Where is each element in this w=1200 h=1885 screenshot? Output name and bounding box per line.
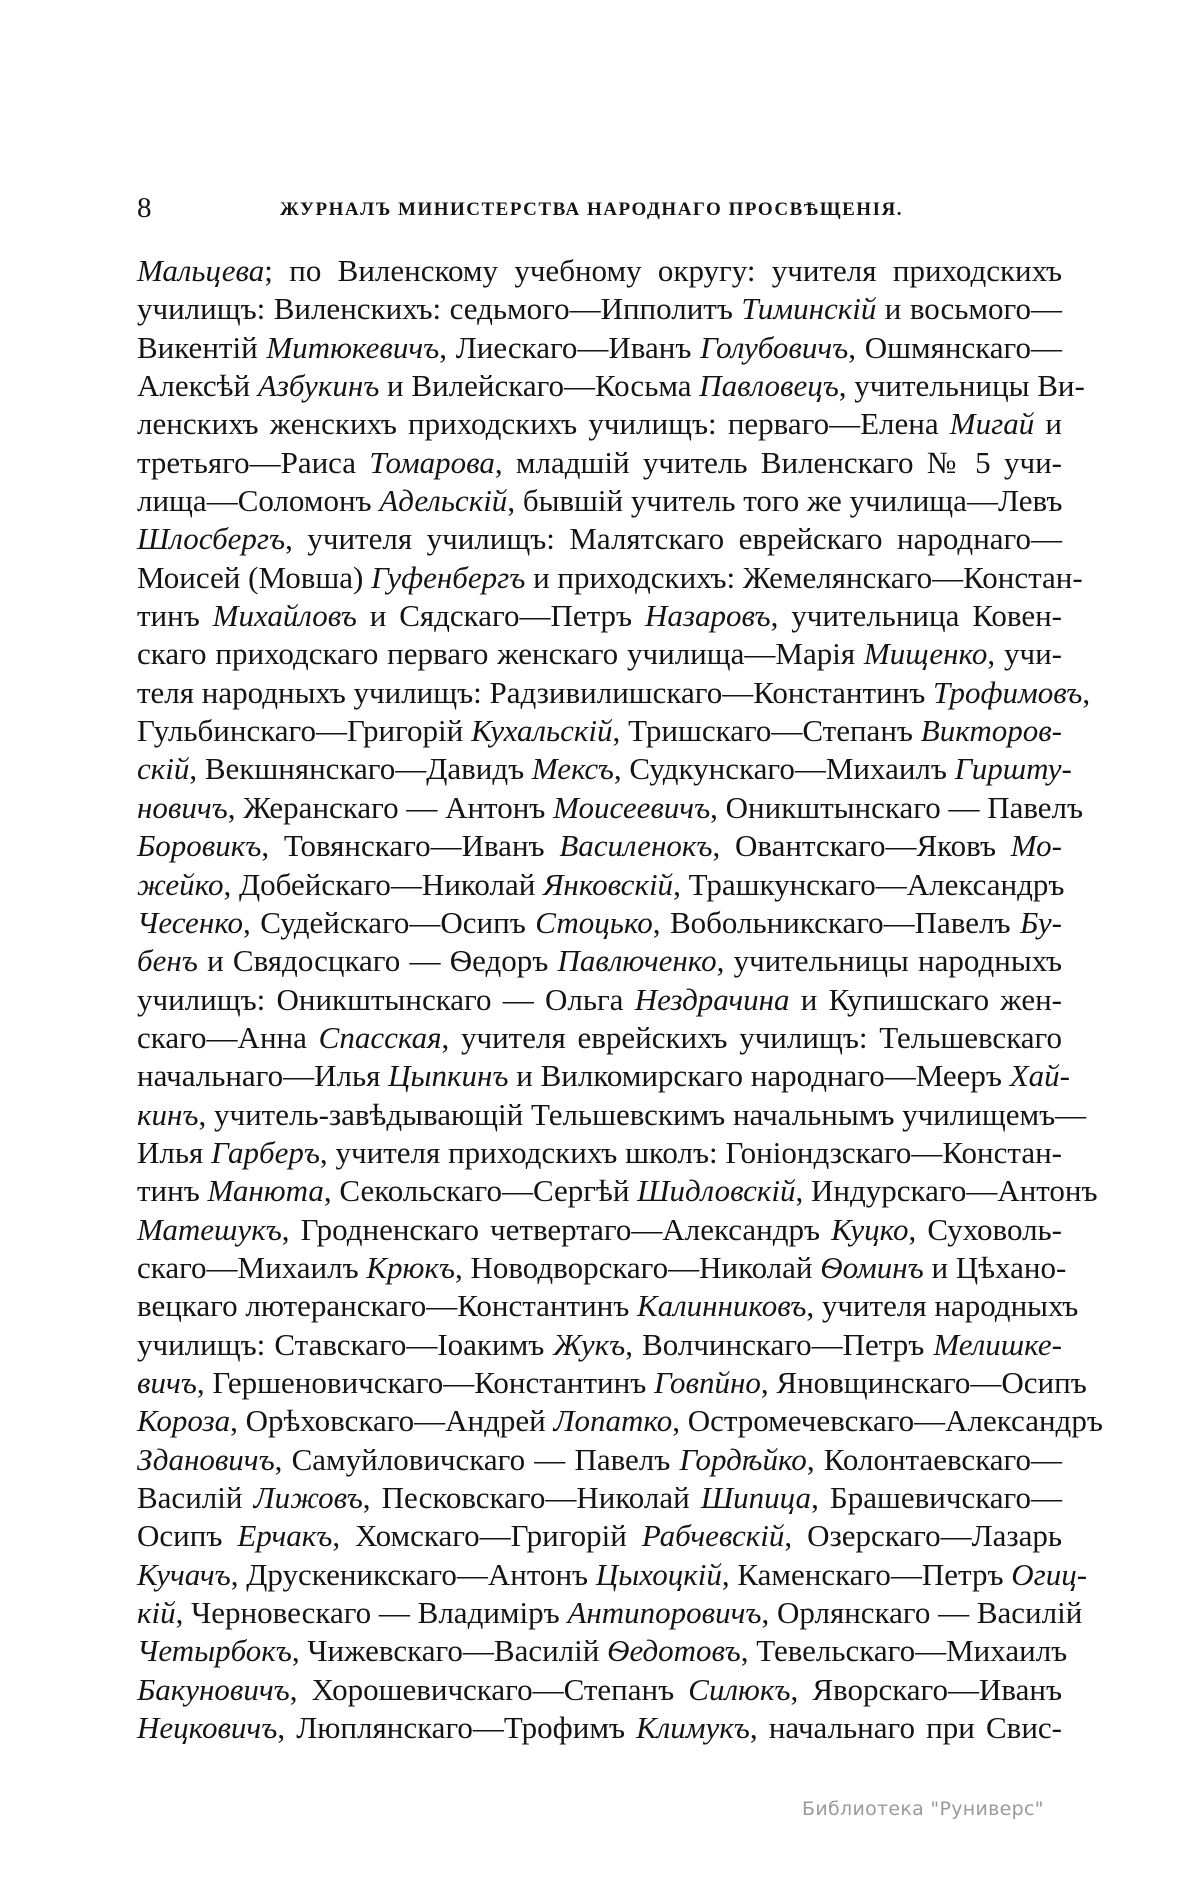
text-segment: , учителя народныхъ [806,1288,1079,1324]
text-line [137,597,1062,635]
text-line [137,1709,1062,1747]
person-surname: Куцко [831,1211,909,1247]
person-surname: Михайловъ [212,598,357,634]
text-line [137,866,1065,904]
text-segment: , Черновескаго — Владиміръ [175,1595,568,1631]
person-surname: Лопатко [553,1403,673,1439]
person-surname: Хай- [1009,1058,1070,1094]
person-surname: Томарова [369,444,495,480]
text-segment: , Волчинскаго—Петръ [625,1326,934,1362]
text-segment: Алексѣй [137,368,258,404]
text-line [137,329,1062,367]
text-segment: тинъ [137,1173,208,1209]
person-surname: Голубовичъ [700,329,849,365]
text-segment: Илья [137,1134,212,1170]
text-segment: , Колонтаевскаго— [806,1441,1062,1477]
text-segment: скаго приходскаго перваго женскаго училища—Марія [137,636,864,672]
person-surname: Гуфенбергъ [371,559,526,595]
text-segment: Осипъ [137,1518,238,1554]
text-segment: , Чижевскаго—Василій [291,1633,608,1669]
text-segment: , Орѣховскаго—Андрей [230,1403,554,1439]
text-line [137,904,1062,942]
text-line [137,1019,1062,1057]
person-surname: жейко [137,866,224,902]
text-line [137,1479,1062,1517]
person-surname: Шипица [700,1480,812,1515]
text-segment: ленскихъ женскихъ приходскихъ училищъ: перваго—Елена [137,406,950,442]
text-segment: , Секольскаго—Сергѣй [323,1173,638,1209]
person-surname: Павловецъ [699,368,839,404]
text-segment: , Векшнянскаго—Давидъ [189,751,532,787]
text-line [137,827,1062,865]
text-line [137,1134,1062,1172]
text-segment: , бывшій учитель того же училища—Левъ [507,483,1063,519]
text-segment: , Хомскаго—Григорій [332,1518,642,1554]
person-surname: Спасская [318,1019,442,1055]
text-segment: скаго—Михаилъ [137,1249,367,1285]
person-surname: бенъ [137,943,198,979]
text-segment: лища—Соломонъ [137,483,380,519]
text-segment: , Оникштынскаго — Павелъ [710,789,1084,825]
person-surname: Мигай [949,406,1035,442]
text-segment: и Купишскаго жен- [789,981,1062,1017]
text-segment: , учительницы Ви- [838,368,1085,404]
body-text [137,252,1103,1747]
person-surname: Цыпкинъ [388,1058,509,1094]
person-surname: Четырбокъ [137,1633,292,1669]
text-line [137,1517,1062,1555]
text-segment: , Трашкунскаго—Александръ [673,866,1065,902]
text-line [137,942,1062,980]
text-segment: , Гродненскаго четвертаго—Александръ [281,1211,832,1247]
text-segment: училищъ: Виленскихъ: седьмого—Ипполитъ [137,291,742,327]
text-segment: , Суховоль- [908,1211,1062,1247]
text-segment: , Яворскаго—Иванъ [790,1671,1062,1707]
text-line [137,290,1062,328]
person-surname: Крюкъ [366,1249,455,1285]
text-line [137,635,1062,673]
text-line [137,520,1062,558]
text-segment: , Люплянскаго—Трофимъ [277,1710,637,1746]
text-segment: , Орлянскаго — Василій [761,1595,1083,1631]
text-segment: , младшій учитель Виленскаго № 5 учи- [494,444,1062,480]
person-surname: Ѳоминъ [820,1249,924,1285]
person-surname: Бакуновичъ [137,1671,290,1707]
text-line [137,1402,1103,1440]
person-surname: Цыхоцкій [595,1556,722,1592]
text-line [137,1364,1087,1402]
person-surname: Силюкъ [688,1671,791,1707]
text-segment: училищъ: Оникштынскаго — Ольга [137,981,635,1017]
text-segment: , Озерскаго—Лазарь [784,1518,1063,1554]
person-surname: Нездрачина [634,981,790,1017]
person-surname: Рабчевскій [641,1518,785,1554]
person-surname: новичъ [137,789,228,825]
text-segment: третьяго—Раиса [137,444,370,480]
text-line [137,1441,1062,1479]
page-number: 8 [137,192,152,224]
running-head: ЖУРНАЛЪ МИНИСТЕРСТВА НАРОДНАГО ПРОСВѢЩЕНІЯ. [280,199,903,220]
person-surname: Мищенко [863,636,988,672]
person-surname: Чесенко [137,904,244,940]
text-segment: , Ошмянскаго— [848,329,1062,365]
text-line [137,1287,1079,1325]
text-line [137,559,1083,597]
person-surname: Ерчакъ [237,1518,333,1554]
text-segment: , учительница Ковен- [770,598,1062,634]
person-surname: Антипоровичъ [567,1595,762,1631]
person-surname: Трофимовъ [933,674,1083,710]
text-segment: и Свядосцкаго — Ѳедоръ [197,943,558,979]
text-segment: Василій [137,1480,254,1515]
text-line [137,1096,1087,1134]
person-surname: Адельскій [379,483,508,519]
person-surname: вичъ [137,1364,197,1400]
person-surname: Азбукинъ [257,368,380,404]
text-segment: и приходскихъ: Жемелянскаго—Констан- [525,559,1083,595]
person-surname: Нецковичъ [137,1710,278,1746]
text-segment: ; по Виленскому учебному округу: учителя приходскихъ [264,253,1062,288]
person-surname: Янковскій [543,866,674,902]
person-surname: Тиминскій [741,291,877,327]
person-surname: Василенокъ [559,828,713,864]
text-segment: тинъ [137,598,213,634]
text-segment: , Каменскаго—Петръ [721,1556,1012,1592]
person-surname: Шлосбергъ [137,521,286,557]
text-segment: Викентій [137,329,267,365]
text-segment: , [1082,674,1091,710]
text-segment: скаго—Анна [137,1019,319,1055]
person-surname: Мо- [1010,828,1062,864]
person-surname: Стоцько [535,904,653,940]
person-surname: Говпйно [654,1364,761,1400]
person-surname: Огиц- [1011,1556,1088,1592]
person-surname: Митюкевичъ [266,329,440,365]
text-segment: , Яновщинскаго—Осипъ [760,1364,1087,1400]
text-segment: , Лиескаго—Иванъ [439,329,701,365]
text-segment: и Цѣхано- [923,1249,1067,1285]
person-surname: Бу- [1020,904,1063,940]
text-segment: и Вилкомирскаго народнаго—Мееръ [508,1058,1010,1094]
text-segment: теля народныхъ училищъ: Радзивилишскаго—Константинъ [137,674,933,710]
text-segment: , начальнаго при Свис- [749,1710,1062,1746]
text-segment: , учительницы народныхъ [716,943,1062,979]
text-segment: , Вобольникскаго—Павелъ [652,904,1021,940]
text-segment: , Остромечевскаго—Александръ [672,1403,1103,1439]
text-line [137,1057,1070,1095]
text-line [137,750,1072,788]
person-surname: скій [137,751,190,787]
text-line [137,789,1084,827]
text-segment: и Вилейскаго—Косьма [379,368,700,404]
text-segment: , Тевельскаго—Михаилъ [740,1633,1068,1669]
text-segment: , Жеранскаго — Антонъ [227,789,554,825]
person-surname: Калинниковъ [637,1288,807,1324]
text-segment: , Новодворскаго—Николай [454,1249,821,1285]
text-line [137,712,1062,750]
text-segment: , Судейскаго—Осипъ [243,904,536,940]
person-surname: кинъ [137,1096,199,1132]
text-segment: вецкаго лютеранскаго—Константинъ [137,1288,638,1324]
person-surname: Лижовъ [253,1480,363,1515]
text-line [137,444,1062,482]
text-segment: , Гершеновичскаго—Константинъ [196,1364,655,1400]
text-line [137,1632,1068,1670]
text-line [137,674,1091,712]
text-line [137,1326,1062,1364]
person-surname: Здановичъ [137,1441,275,1477]
text-segment: , Добейскаго—Николай [223,866,544,902]
library-watermark: Библиотека "Руниверс" [802,1798,1044,1820]
text-segment: , Товянскаго—Иванъ [261,828,560,864]
person-surname: Шидловскій [637,1173,796,1209]
person-surname: Мелишке- [933,1326,1062,1362]
text-line [137,1172,1098,1210]
text-segment: , Самуйловичскаго — Павелъ [274,1441,680,1477]
person-surname: Боровикъ [137,828,262,864]
text-segment: и Сядскаго—Петръ [356,598,645,634]
person-surname: Назаровъ [644,598,771,634]
person-surname: Викторов- [920,713,1062,749]
person-surname: Ѳедотовъ [607,1633,741,1669]
text-segment: , Овантскаго—Яковъ [712,828,1011,864]
text-segment: , учителя приходскихъ школъ: Гоніондзскаго—Констан- [319,1134,1062,1170]
text-line [137,1671,1062,1709]
person-surname: Гарберъ [211,1134,320,1170]
text-line [137,1594,1083,1632]
text-segment: , учителя еврейскихъ училищъ: Тельшевскаго [441,1019,1062,1055]
person-surname: Гордѣйко [679,1441,807,1477]
text-segment: , учитель-завѣдывающій Тельшевскимъ начальнымъ училищемъ— [198,1096,1087,1132]
text-line [137,367,1085,405]
person-surname: Жукъ [553,1326,626,1362]
person-surname: кій [137,1595,176,1631]
text-segment: , учителя училищъ: Малятскаго еврейскаго народнаго— [285,521,1062,557]
text-line [137,1556,1088,1594]
text-segment: , Индурскаго—Антонъ [795,1173,1098,1209]
text-line [137,1211,1062,1249]
text-segment: , Хорошевичскаго—Степанъ [289,1671,689,1707]
person-surname: Кучачъ [137,1556,231,1592]
person-surname: Моисеевичъ [553,789,711,825]
text-line [137,252,1062,290]
text-segment: и [1034,406,1062,442]
text-line [137,405,1062,443]
person-surname: Гиршту- [954,751,1072,787]
text-segment: , Тришскаго—Степанъ [612,713,921,749]
person-surname: Матешукъ [137,1211,282,1247]
person-surname: Манюта [207,1173,324,1209]
text-segment: и восьмого— [876,291,1062,327]
person-surname: Кухальскій [471,713,613,749]
person-surname: Мальцева [137,253,265,288]
text-segment: , учи- [987,636,1062,672]
person-surname: Мексъ [531,751,614,787]
text-segment: Гульбинскаго—Григорій [137,713,472,749]
text-segment: , Песковскаго—Николай [362,1480,701,1515]
text-segment: , Судкунскаго—Михаилъ [613,751,955,787]
text-segment: училищъ: Ставскаго—Іоакимъ [137,1326,554,1362]
person-surname: Короза [137,1403,231,1439]
text-segment: , Друскеникскаго—Антонъ [230,1556,596,1592]
text-line [137,482,1062,520]
text-segment: , Брашевичскаго— [811,1480,1062,1515]
text-segment: начальнаго—Илья [137,1058,389,1094]
person-surname: Павлюченко [557,943,717,979]
text-line [137,1249,1067,1287]
text-segment: Моисей (Мовша) [137,559,372,595]
person-surname: Климукъ [636,1710,750,1746]
text-line [137,981,1062,1019]
